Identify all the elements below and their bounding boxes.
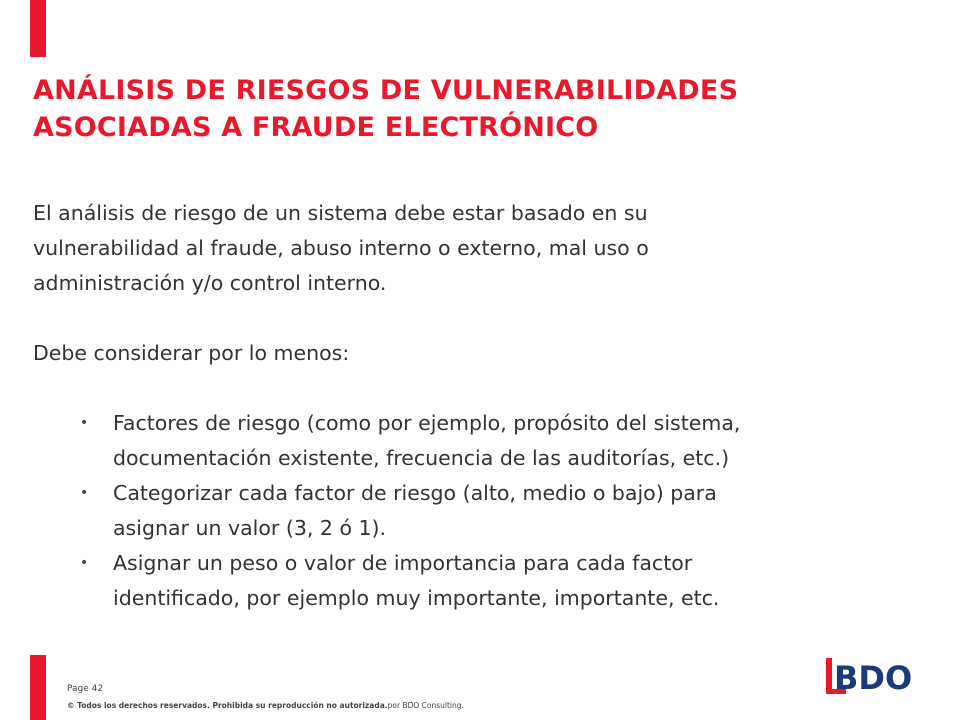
copyright-rest-text: por BDO Consulting.: [387, 701, 464, 710]
bullet-icon: •: [80, 555, 89, 571]
copyright-bold-text: © Todos los derechos reservados. Prohibida su reproducción no autorizada.: [67, 701, 388, 710]
top-accent-bar: [30, 0, 46, 57]
intro-line-3: administración y/o control interno.: [33, 271, 387, 295]
title-line-2: ASOCIADAS A FRAUDE ELECTRÓNICO: [33, 112, 599, 143]
slide-title: [33, 72, 913, 146]
bullet-item-3: [33, 546, 933, 616]
page-number: Page 42: [67, 684, 104, 694]
copyright-notice: [67, 701, 464, 710]
intro-line-1: El análisis de riesgo de un sistema debe estar basado en su: [33, 201, 648, 225]
bullet-3-line-1: Asignar un peso o valor de importancia para cada factor: [113, 551, 693, 575]
consider-label: Debe considerar por lo menos:: [33, 341, 350, 365]
intro-line-2: vulnerabilidad al fraude, abuso interno o externo, mal uso o: [33, 236, 649, 260]
bullet-2-line-1: Categorizar cada factor de riesgo (alto, medio o bajo) para: [113, 481, 717, 505]
bullet-item-1: [33, 406, 933, 476]
bullet-2-line-2: asignar un valor (3, 2 ó 1).: [113, 516, 387, 540]
bullet-1-line-2: documentación existente, frecuencia de las auditorías, etc.): [113, 446, 730, 470]
slide-body: [33, 196, 933, 616]
bdo-logo-text: BDO: [834, 659, 913, 696]
bullet-item-2: [33, 476, 933, 546]
title-line-1: ANÁLISIS DE RIESGOS DE VULNERABILIDADES: [33, 75, 739, 106]
bullet-1-line-1: Factores de riesgo (como por ejemplo, propósito del sistema,: [113, 411, 741, 435]
bottom-accent-bar: [30, 655, 46, 720]
bdo-logo-red-bar: [826, 658, 832, 694]
bullet-icon: •: [80, 485, 89, 501]
bullet-list: [33, 406, 933, 616]
bullet-3-line-2: identificado, por ejemplo muy importante, importante, etc.: [113, 586, 720, 610]
bdo-logo-graphic: [826, 658, 932, 696]
bdo-logo: [826, 658, 932, 696]
intro-paragraph: [33, 196, 933, 301]
bullet-icon: •: [80, 415, 89, 431]
